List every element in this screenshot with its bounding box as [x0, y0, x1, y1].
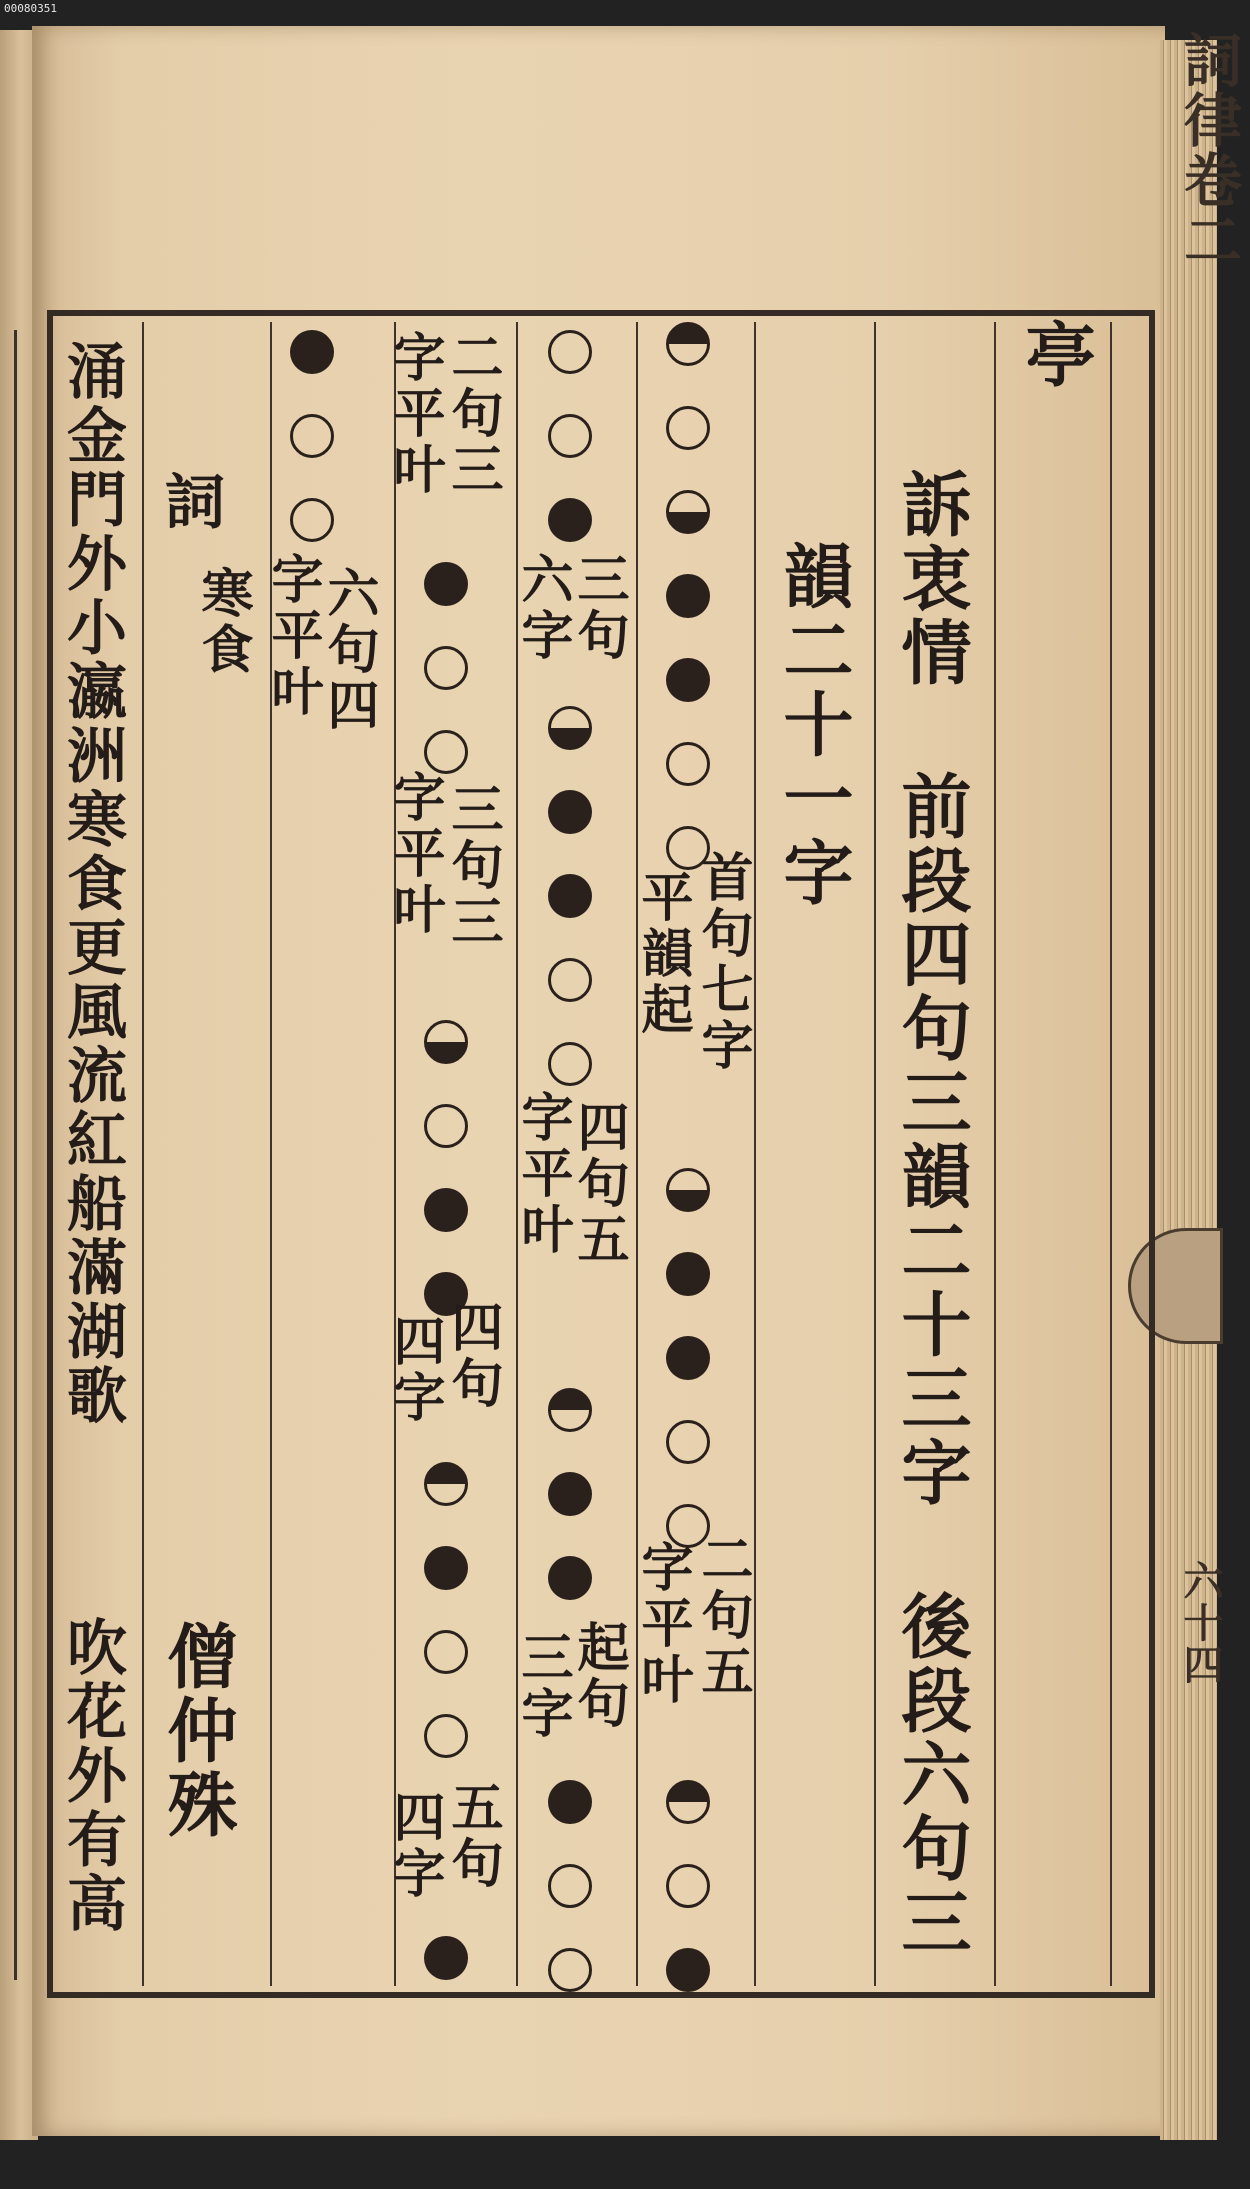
- poem-text: 涌金門外小瀛洲寒食更風流紅船滿湖歌: [57, 340, 127, 1428]
- annotation: 四字: [384, 1314, 445, 1426]
- annotation: 五句: [442, 1780, 503, 1892]
- page-edges: [1160, 40, 1217, 2140]
- tone-mark: [548, 1864, 592, 1908]
- tone-mark: [666, 1252, 710, 1296]
- tone-mark: [666, 1336, 710, 1380]
- tone-mark: [548, 1472, 592, 1516]
- tune-structure-back-rhymes: 韻二十一字: [772, 540, 855, 910]
- tone-mark: [424, 562, 468, 606]
- tone-mark: [548, 1042, 592, 1086]
- tone-mark: [666, 406, 710, 450]
- annotation: 三句: [568, 552, 629, 664]
- tone-pattern-3: [666, 1780, 710, 1992]
- annotation: 四字: [384, 1790, 445, 1902]
- left-page-rule: [14, 330, 17, 1980]
- tone-mark: [548, 414, 592, 458]
- annotation: 六字: [512, 552, 573, 664]
- tone-mark: [548, 498, 592, 542]
- tone-mark: [548, 790, 592, 834]
- tone-mark: [424, 1020, 468, 1064]
- tone-mark: [666, 1168, 710, 1212]
- rule: [1110, 322, 1112, 1986]
- annotation: 字平叶: [632, 1540, 693, 1708]
- annotation: 四句五: [568, 1100, 629, 1268]
- rule: [636, 322, 638, 1986]
- annotation: 平韻起: [632, 870, 693, 1038]
- ci-author: 僧仲殊: [156, 1620, 239, 1842]
- annotation: 六句四: [318, 566, 379, 734]
- tone-mark: [666, 1948, 710, 1992]
- tone-mark: [666, 1780, 710, 1824]
- tone-mark: [666, 742, 710, 786]
- annotation: 四句: [442, 1300, 503, 1412]
- rule: [994, 322, 996, 1986]
- annotation: 字平叶: [262, 552, 323, 720]
- rule: [142, 322, 144, 1986]
- tune-structure-back: 後段六句三: [890, 1590, 973, 1960]
- annotation: 三句三: [442, 782, 503, 950]
- annotation: 首句七字: [692, 850, 753, 1074]
- annotation: 二句五: [692, 1532, 753, 1700]
- tone-mark: [424, 1462, 468, 1506]
- tone-pattern-7: [548, 1780, 592, 1992]
- tone-mark: [666, 658, 710, 702]
- tone-pattern-8: [424, 562, 468, 774]
- tone-mark: [424, 646, 468, 690]
- ci-label: 詞: [155, 470, 225, 534]
- annotation: 字平叶: [384, 330, 445, 498]
- annotation: 字平叶: [512, 1090, 573, 1258]
- tone-mark: [424, 730, 468, 774]
- tone-mark: [290, 330, 334, 374]
- tone-mark: [290, 498, 334, 542]
- tone-mark: [290, 414, 334, 458]
- scan-id: 00080351: [4, 2, 57, 15]
- rule: [874, 322, 876, 1986]
- tone-pattern-11: [424, 1936, 468, 1980]
- rule: [394, 322, 396, 1986]
- tone-mark: [424, 1546, 468, 1590]
- tone-mark: [424, 1714, 468, 1758]
- tone-mark: [666, 1420, 710, 1464]
- tone-mark: [424, 1188, 468, 1232]
- tone-mark: [548, 958, 592, 1002]
- tone-mark: [666, 322, 710, 366]
- edge-header: 詞律卷二: [1174, 30, 1242, 270]
- tune-title: 訴衷情: [890, 468, 973, 690]
- tone-mark: [548, 330, 592, 374]
- tone-pattern-5: [548, 706, 592, 1086]
- tone-mark: [548, 1948, 592, 1992]
- ci-subtitle: 寒食: [192, 566, 253, 678]
- poem-text-continued: 吹花外有高: [57, 1616, 127, 1936]
- annotation: 字平叶: [384, 770, 445, 938]
- tone-mark: [548, 874, 592, 918]
- tone-pattern-2: [666, 1168, 710, 1548]
- tone-mark: [666, 490, 710, 534]
- tone-mark: [666, 574, 710, 618]
- annotation: 二句三: [442, 330, 503, 498]
- tone-mark: [548, 706, 592, 750]
- annotation: 三字: [512, 1630, 573, 1742]
- annotation: 起句: [568, 1620, 629, 1732]
- tone-mark: [424, 1936, 468, 1980]
- tune-structure-front: 前段四句三韻二十三字: [890, 770, 973, 1510]
- tone-mark: [548, 1556, 592, 1600]
- tone-pattern-9: [424, 1020, 468, 1316]
- tone-mark: [666, 1864, 710, 1908]
- tone-mark: [424, 1630, 468, 1674]
- tone-mark: [548, 1388, 592, 1432]
- tone-pattern-4: [548, 330, 592, 542]
- tone-mark: [548, 1780, 592, 1824]
- tone-pattern-12: [290, 330, 334, 542]
- tone-mark: [424, 1104, 468, 1148]
- tone-pattern-10: [424, 1462, 468, 1758]
- tone-pattern-6: [548, 1388, 592, 1600]
- tone-pattern-1: [666, 322, 710, 870]
- edge-mark: 六十四: [1177, 1560, 1224, 1686]
- tab-char: 亭: [1014, 318, 1097, 392]
- rule: [754, 322, 756, 1986]
